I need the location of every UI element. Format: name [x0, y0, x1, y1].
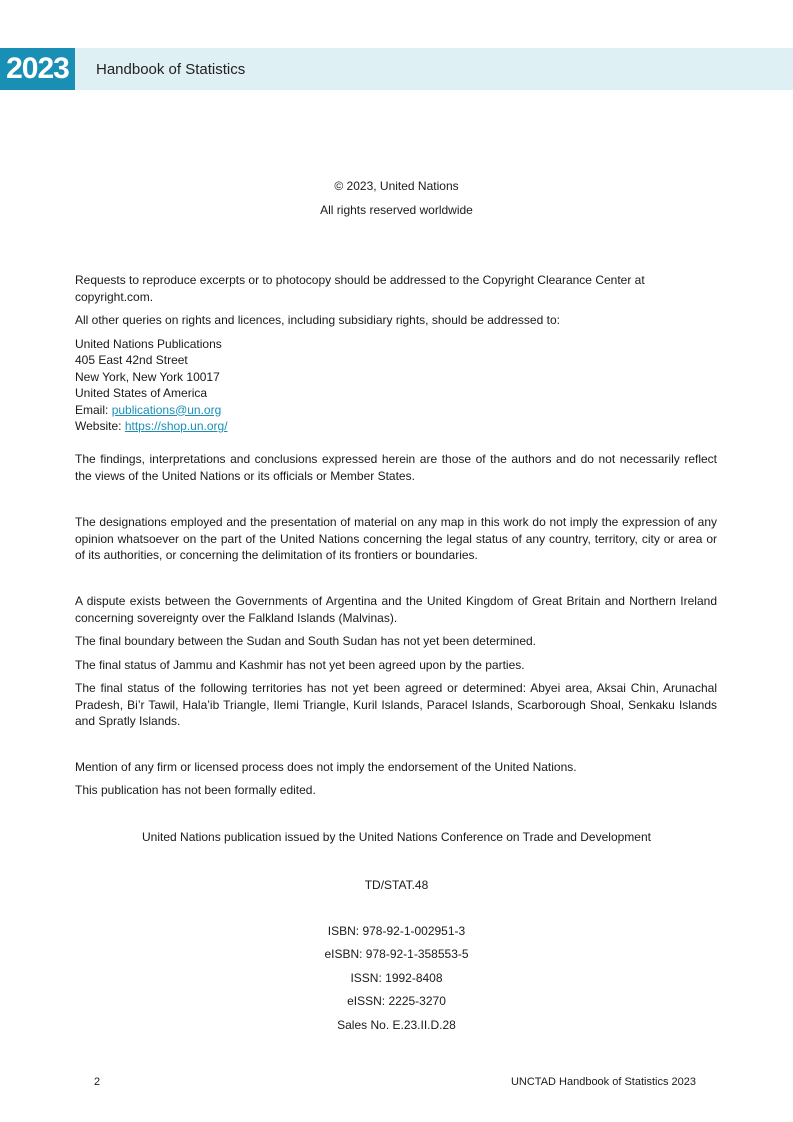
website-line [75, 418, 717, 435]
firm-text: Mention of any firm or licensed process does not imply the endorsement of the United Nations. [75, 760, 577, 774]
findings-text: The findings, interpretations and conclusions expressed herein are those of the authors and do not necessarily reflect the views of the United Nations or its officials or Member States. [75, 452, 717, 483]
edited-text: This publication has not been formally edited. [75, 782, 316, 797]
rights-section [75, 272, 717, 435]
address-line: United Nations Publications [75, 336, 222, 351]
queries-text: All other queries on rights and licences, including subsidiary rights, should be addressed to: [75, 313, 560, 327]
territory-disclaimers [75, 593, 717, 730]
page-number: 2 [94, 1076, 101, 1088]
designations-disclaimer [75, 514, 717, 564]
kashmir-text: The final status of Jammu and Kashmir has not yet been agreed upon by the parties. [75, 657, 525, 672]
email-label: Email: [75, 402, 112, 417]
endorsement-section [75, 759, 717, 798]
designations-text: The designations employed and the presentation of material on any map in this work do not imply the expression of any opinion whatsoever on the part of the United Nations concerning the legal status of any country, territory, city or area or of its authorities, or concerning the delimitation of its frontiers or boundaries. [75, 515, 717, 562]
email-link[interactable]: publications@un.org [111, 402, 222, 417]
falklands-text: A dispute exists between the Governments of Argentina and the United Kingdom of Great Britain and Northern Ireland concerning sovereignty over the Falkland Islands (Malvinas). [75, 594, 717, 625]
header-title: Handbook of Statistics [96, 61, 246, 78]
footer-title: UNCTAD Handbook of Statistics 2023 [510, 1076, 696, 1088]
copyright-line: © 2023, United Nations [334, 179, 459, 193]
address-line: New York, New York 10017 [75, 369, 220, 384]
isbn: ISBN: 978-92-1-002951-3 [327, 924, 466, 938]
sudan-text: The final boundary between the Sudan and South Sudan has not yet been determined. [75, 634, 537, 648]
document-symbol: TD/STAT.48 [364, 878, 429, 892]
website-label: Website: [75, 419, 125, 433]
rights-reserved: All rights reserved worldwide [320, 203, 473, 217]
eisbn: eISBN: 978-92-1-358553-5 [324, 947, 469, 961]
email-line [75, 402, 717, 419]
territories-text: The final status of the following territories has not yet been agreed or determined: Abyei area, Aksai Chin, Arunachal Pradesh, Bi’r Tawil, Hala’ib Triangle, Ilemi Triangle, Kuril Islands, Paracel Islands, Scarborough Shoal, Senkaku Islands and Spratly Islands. [75, 681, 717, 728]
year-badge: 2023 [0, 48, 75, 90]
issn: ISSN: 1992-8408 [350, 971, 443, 985]
website-link[interactable]: https://shop.un.org/ [124, 419, 228, 433]
eissn: eISSN: 2225-3270 [347, 994, 446, 1008]
findings-disclaimer [75, 451, 717, 484]
requests-text: Requests to reproduce excerpts or to photocopy should be addressed to the Copyright Clearance Center at copyright.com. [75, 273, 645, 304]
address-line: United States of America [75, 386, 208, 400]
issued-by: United Nations publication issued by the United Nations Conference on Trade and Development [142, 830, 651, 844]
sales-number: Sales No. E.23.II.D.28 [337, 1018, 456, 1032]
address-line: 405 East 42nd Street [75, 353, 188, 367]
